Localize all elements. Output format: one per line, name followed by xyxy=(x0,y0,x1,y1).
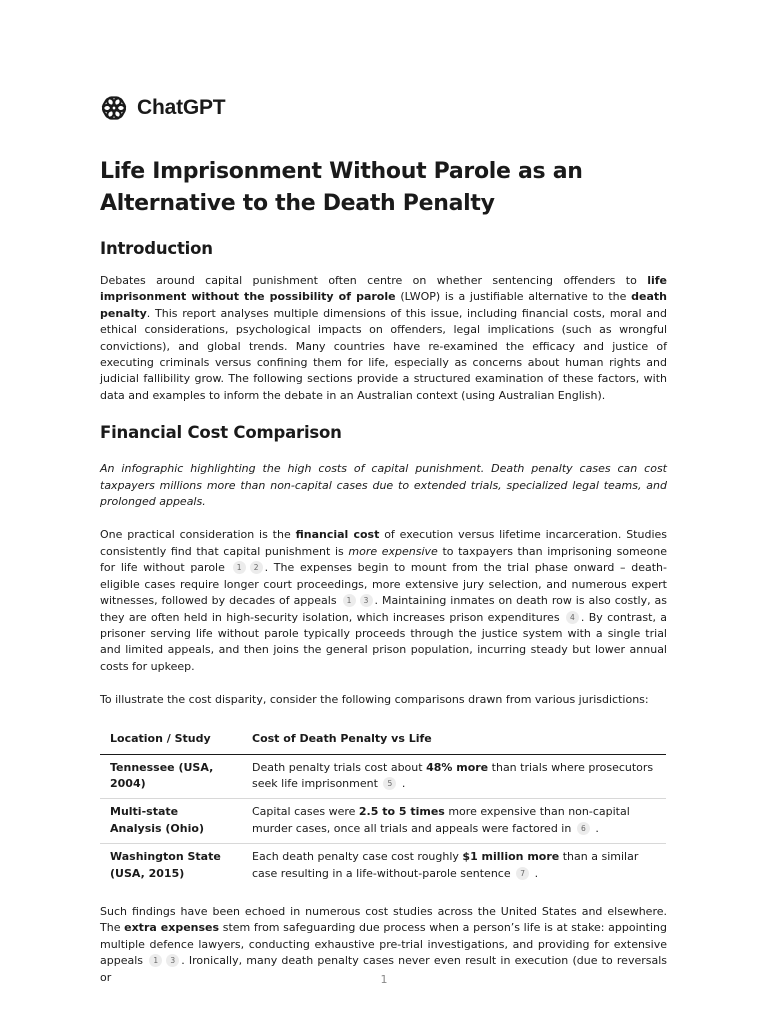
table-row xyxy=(100,754,666,799)
brand-header xyxy=(100,94,667,122)
citation-link[interactable]: 4 xyxy=(566,611,579,624)
section-heading-introduction: Introduction xyxy=(100,239,213,258)
table-cell-location: Multi-state Analysis (Ohio) xyxy=(100,799,242,844)
citation-link[interactable]: 1 xyxy=(343,594,356,607)
citation-link[interactable]: 5 xyxy=(383,777,396,790)
citation-link[interactable]: 1 xyxy=(233,561,246,574)
document-page xyxy=(100,94,667,986)
table-row xyxy=(100,844,666,888)
cost-paragraph: One practical consideration is the financial cost of execution versus lifetime incarceration. Studies consistently find that capital punishment is more expensive to taxpayers than imprisoning someone for life without parole 1 2 . The expenses begin to mount from the trial phase onward – death-eligible cases require longer court proceedings, more extensive jury selection, and numerous expert witnesses, followed by decades of appeals 1 3 . Maintaining inmates on death row is also costly, as they are often held in high-security isolation, which increases prison expenditures 4 . By contrast, a prisoner serving life without parole typically proceeds through the justice system with a single trial and limited appeals, and then joins the general prison population, incurring steady but lower annual costs for upkeep. xyxy=(100,528,668,673)
page-number: 1 xyxy=(380,973,388,986)
citation-link[interactable]: 2 xyxy=(250,561,263,574)
table-cell-cost: Death penalty trials cost about 48% more than trials where prosecutors seek life imprisonment 5 . xyxy=(242,754,666,799)
citation-link[interactable]: 3 xyxy=(166,954,179,967)
citation-link[interactable]: 7 xyxy=(516,867,529,880)
citation-link[interactable]: 1 xyxy=(149,954,162,967)
column-header-location: Location / Study xyxy=(100,725,242,755)
infographic-caption: An infographic highlighting the high costs of capital punishment. Death penalty cases can cost taxpayers millions more than non-capital cases due to extended trials, specialized legal teams, and prolonged appeals. xyxy=(100,462,667,509)
citation-link[interactable]: 6 xyxy=(577,822,590,835)
cost-comparison-table xyxy=(100,725,666,888)
table-cell-location: Tennessee (USA, 2004) xyxy=(100,754,242,799)
citation-link[interactable]: 3 xyxy=(360,594,373,607)
table-header-row xyxy=(100,725,666,755)
table-cell-location: Washington State (USA, 2015) xyxy=(110,850,221,880)
brand-name: ChatGPT xyxy=(137,96,226,119)
column-header-cost: Cost of Death Penalty vs Life xyxy=(242,725,666,755)
table-row xyxy=(100,799,666,844)
intro-paragraph: Debates around capital punishment often centre on whether sentencing offenders to life imprisonment without the possibility of parole (LWOP) is a justifiable alternative to the death penalty. This report analyses multiple dimensions of this issue, including financial costs, moral and ethical considerations, psychological impacts on offenders, legal implications (such as wrongful convictions), and global trends. Many countries have re-examined the efficacy and justice of executing criminals versus confining them for life, especially as concerns about human rights and judicial fallibility grow. The following sections provide a structured examination of these factors, with data and examples to inform the debate in an Australian context (using Australian English). xyxy=(100,274,667,402)
section-heading-financial-cost: Financial Cost Comparison xyxy=(100,423,342,443)
openai-logo-icon xyxy=(100,94,128,122)
document-title: Life Imprisonment Without Parole as an Alternative to the Death Penalty xyxy=(100,159,583,216)
extra-expenses-paragraph: Such findings have been echoed in numerous cost studies across the United States and elsewhere. The extra expenses stem from safeguarding due process when a person’s life is at stake: appointing multiple defence lawyers, conducting exhaustive pre-trial investigations, and providing for extensive appeals 1 3 . Ironically, many death penalty cases never even result in execution (due to reversals or xyxy=(100,904,668,984)
table-cell-cost: Each death penalty case cost roughly $1 million more than a similar case resulting in a life-without-parole sentence 7 . xyxy=(252,850,639,880)
illustrate-paragraph: To illustrate the cost disparity, consider the following comparisons drawn from various jurisdictions: xyxy=(100,693,649,707)
table-cell-cost: Capital cases were 2.5 to 5 times more expensive than non-capital murder cases, once all trials and appeals were factored in 6 . xyxy=(242,799,666,844)
